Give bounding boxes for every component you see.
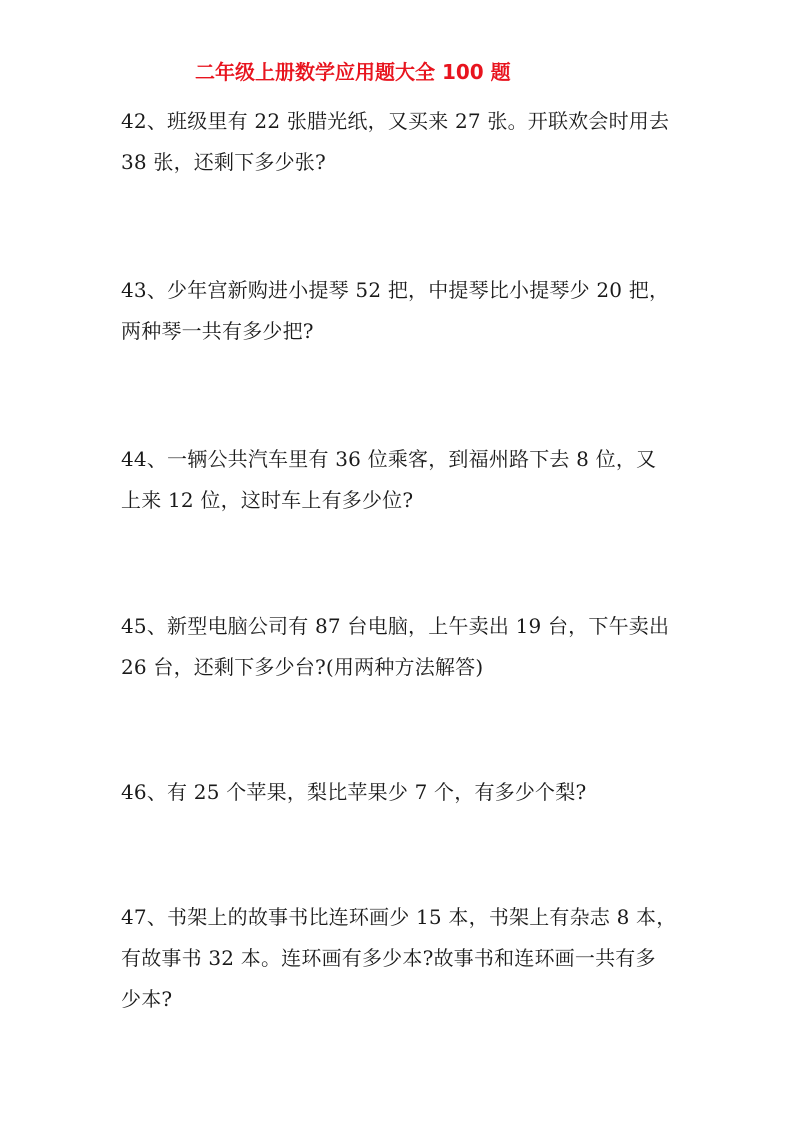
question-line: 26 台，还剩下多少台?(用两种方法解答) xyxy=(121,655,484,679)
question-line: 少本? xyxy=(121,987,173,1011)
question-line: 38 张，还剩下多少张? xyxy=(121,150,326,174)
question-line: 两种琴一共有多少把? xyxy=(121,319,314,343)
question-line: 42、班级里有 22 张腊光纸，又买来 27 张。开联欢会时用去 xyxy=(121,109,670,133)
question-line: 45、新型电脑公司有 87 台电脑，上午卖出 19 台，下午卖出 xyxy=(121,614,670,638)
document-title: 二年级上册数学应用题大全 100 题 xyxy=(195,60,511,84)
question-line: 上来 12 位，这时车上有多少位? xyxy=(121,488,414,512)
question-line: 47、书架上的故事书比连环画少 15 本，书架上有杂志 8 本， xyxy=(121,905,677,929)
question-46 xyxy=(121,772,701,813)
question-line: 43、少年宫新购进小提琴 52 把，中提琴比小提琴少 20 把， xyxy=(121,278,670,302)
question-line: 44、一辆公共汽车里有 36 位乘客，到福州路下去 8 位，又 xyxy=(121,447,657,471)
question-47 xyxy=(121,897,701,1020)
question-45 xyxy=(121,606,701,688)
question-43 xyxy=(121,270,701,352)
question-line: 有故事书 32 本。连环画有多少本?故事书和连环画一共有多 xyxy=(121,946,656,970)
question-42 xyxy=(121,101,701,183)
question-44 xyxy=(121,439,701,521)
question-line: 46、有 25 个苹果，梨比苹果少 7 个，有多少个梨? xyxy=(121,780,587,804)
